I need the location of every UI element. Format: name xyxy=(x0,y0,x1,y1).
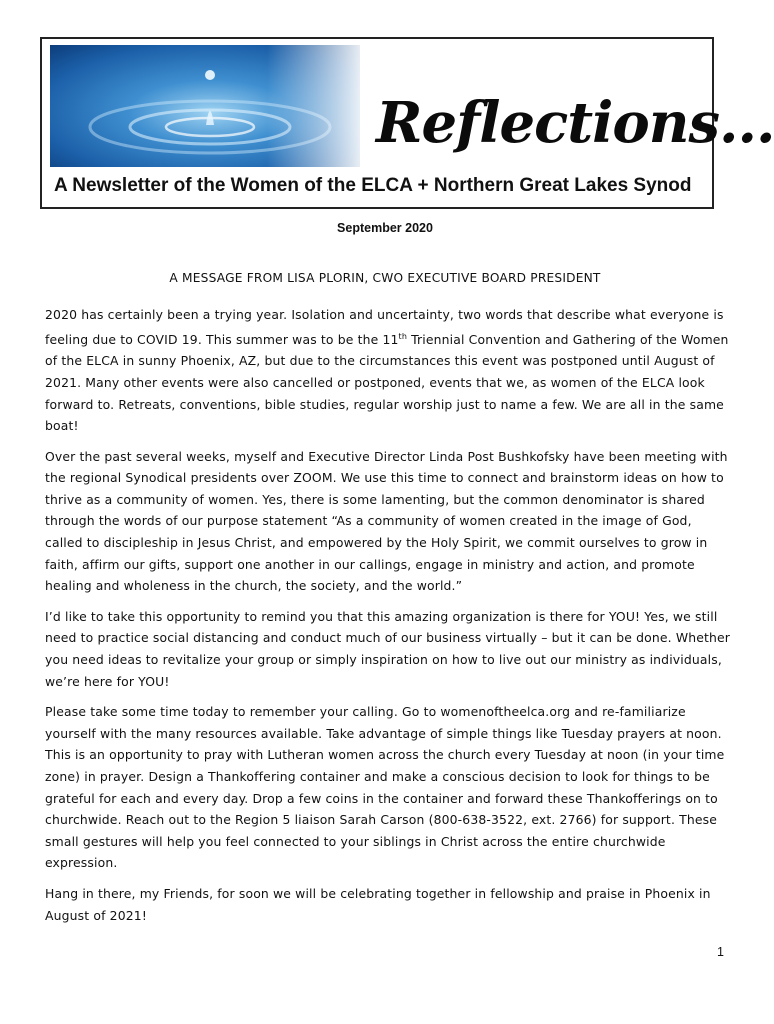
paragraph-2: Over the past several weeks, myself and Executive Director Linda Post Bushkofsky have been meeting with the regional Synodical presidents over ZOOM. We use this time to connect and brainstorm ideas on how to thrive as a community of women. Yes, there is some lamenting, but the common denominator is shared through the words of our purpose statement “As a community of women created in the image of God, called to discipleship in Jesus Christ, and empowered by the Holy Spirit, we commit ourselves to grow in faith, affirm our gifts, support one another in our callings, engage in ministry and action, and promote healing and wholeness in the church, the society, and the world.” xyxy=(45,448,728,594)
paragraph-1-text-b: Triennial Convention and Gathering of the Women of the ELCA in sunny Phoenix, AZ, but due to the circumstances this event was postponed until August of 2021. Many other events were also cancelled or postponed, events that we, as women of the ELCA look forward to. Retreats, conventions, bible studies, regular worship just to name a few. We are all in the same boat! xyxy=(45,331,729,434)
article-body xyxy=(45,304,731,935)
newsletter-title: Reflections... xyxy=(376,90,774,156)
newsletter-masthead xyxy=(40,37,774,209)
page-number: 1 xyxy=(717,945,724,959)
paragraph-3: I’d like to take this opportunity to remind you that this amazing organization is there for YOU! Yes, we still need to practice social distancing and conduct much of our business virtually – but it can be done. Whether you need ideas to revitalize your group or simply inspiration on how to live out our ministry as individuals, we’re here for YOU! xyxy=(45,608,731,689)
newsletter-subtitle: A Newsletter of the Women of the ELCA + Northern Great Lakes Synod xyxy=(54,175,692,196)
issue-date: September 2020 xyxy=(337,221,433,235)
article-heading: A MESSAGE FROM LISA PLORIN, CWO EXECUTIVE BOARD PRESIDENT xyxy=(169,271,601,285)
paragraph-1-text-a: 2020 has certainly been a trying year. Isolation and uncertainty, two words that describe what everyone is feeling due to COVID 19. This summer was to be the 11 xyxy=(45,307,724,347)
paragraph-1 xyxy=(45,304,731,437)
paragraph-5: Hang in there, my Friends, for soon we will be celebrating together in fellowship and praise in Phoenix in August of 2021! xyxy=(45,885,711,923)
water-drop-image xyxy=(50,45,360,167)
paragraph-4: Please take some time today to remember your calling. Go to womenoftheelca.org and re-familiarize yourself with the many resources available. Take advantage of simple things like Tuesday prayers at noon. This is an opportunity to pray with Lutheran women across the church every Tuesday at noon (in your time zone) in prayer. Design a Thankoffering container and make a conscious decision to look for things to be grateful for each and every day. Drop a few coins in the container and forward these Thankofferings on to churchwide. Reach out to the Region 5 liaison Sarah Carson (800-638-3522, ext. 2766) for support. These small gestures will help you feel connected to your siblings in Christ across the entire churchwide expression. xyxy=(45,704,725,871)
ordinal-suffix: th xyxy=(398,331,408,341)
